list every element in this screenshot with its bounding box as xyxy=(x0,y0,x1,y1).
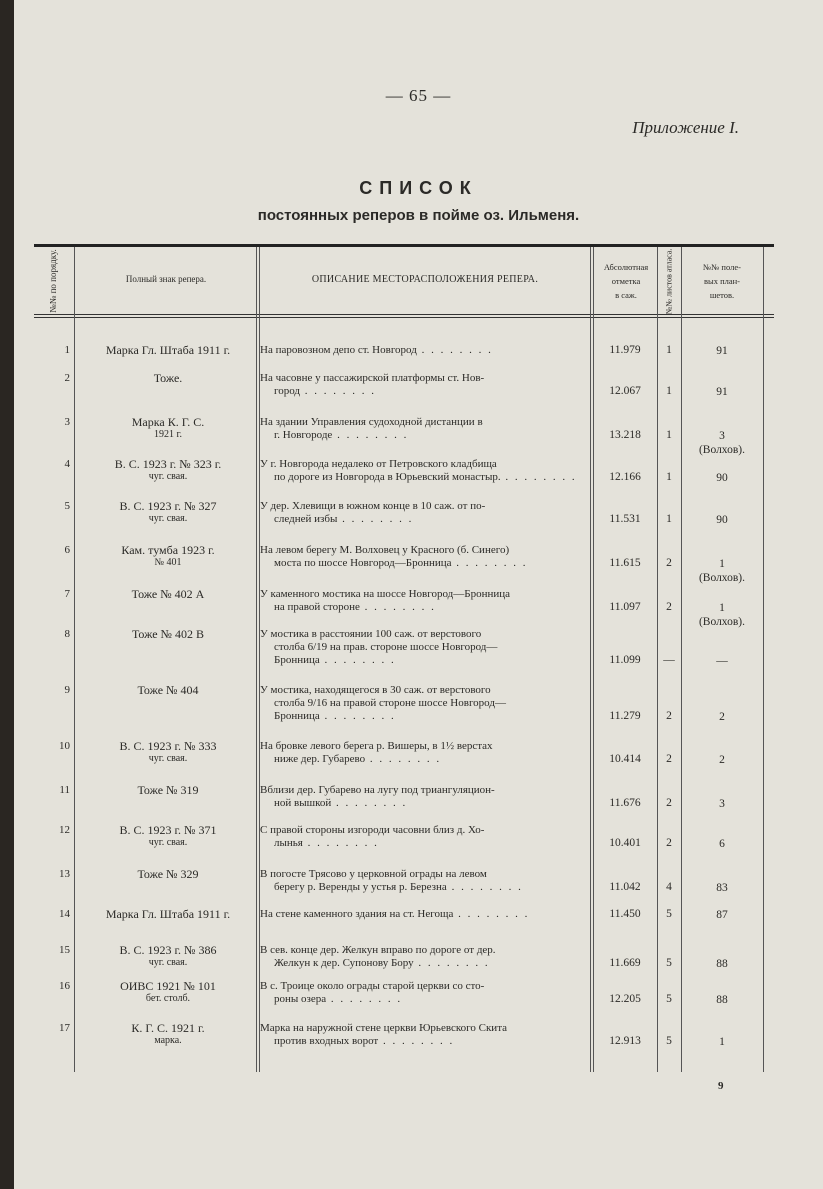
description-line: моста по шоссе Новгород—Бронница . . . . . . . . xyxy=(274,557,528,569)
benchmark-name xyxy=(80,344,256,357)
benchmark-name-line: чуг. свая. xyxy=(148,957,188,968)
benchmark-name-line: № 401 xyxy=(154,557,182,568)
location-description xyxy=(260,684,588,723)
atlas-sheet: 2 xyxy=(666,753,672,765)
field-plan-line: 1 xyxy=(719,602,725,614)
description-line: столба 9/16 на правой стороне шоссе Новгород— xyxy=(274,697,506,709)
field-plan-line: 2 xyxy=(719,711,725,723)
description-line: У мостика в расстоянии 100 саж. от верстового xyxy=(260,628,482,640)
header-rule xyxy=(34,314,774,315)
elevation-value: 11.279 xyxy=(609,710,641,722)
description-line: У мостика, находящегося в 30 саж. от верстового xyxy=(260,684,491,696)
atlas-sheet: 2 xyxy=(666,710,672,722)
atlas-sheet: 2 xyxy=(666,837,672,849)
benchmark-name xyxy=(80,416,256,441)
benchmark-name-line: марка. xyxy=(154,1035,182,1046)
field-plan xyxy=(682,654,762,668)
elevation-value: 10.401 xyxy=(609,837,641,849)
field-plan xyxy=(682,513,762,527)
row-number: 9 xyxy=(64,684,70,696)
benchmark-name-line: В. С. 1923 г. № 386 xyxy=(119,943,217,957)
location-description xyxy=(260,458,588,484)
row-number: 4 xyxy=(64,458,70,470)
elevation-value: 11.979 xyxy=(609,344,641,356)
row-number: 15 xyxy=(59,944,70,956)
description-line: На здании Управления судоходной дистанции в xyxy=(260,416,483,428)
field-plan-line: 90 xyxy=(716,472,728,484)
benchmark-name-line: чуг. свая. xyxy=(148,837,188,848)
location-description xyxy=(260,784,588,810)
benchmark-name-line: чуг. свая. xyxy=(148,471,188,482)
atlas-sheet: 1 xyxy=(666,344,672,356)
row-number: 13 xyxy=(59,868,70,880)
field-plan-line: 6 xyxy=(719,838,725,850)
field-plan-line: 88 xyxy=(716,994,728,1006)
description-line: берегу р. Веренды у устья р. Березна . . . . . . . . xyxy=(274,881,523,893)
benchmark-name xyxy=(80,458,256,483)
row-number: 12 xyxy=(59,824,70,836)
atlas-sheet: 4 xyxy=(666,881,672,893)
benchmark-name-line: Марка К. Г. С. xyxy=(131,415,205,429)
location-description xyxy=(260,908,588,921)
field-plan-line: (Волхов). xyxy=(698,616,746,628)
benchmark-name-line: бет. столб. xyxy=(145,993,191,1004)
elevation-value: 11.450 xyxy=(609,908,641,920)
benchmark-name-line: Тоже. xyxy=(153,371,183,385)
location-description xyxy=(260,944,588,970)
elevation-value: 11.099 xyxy=(609,654,641,666)
elevation-value: 11.097 xyxy=(609,601,641,613)
row-number: 14 xyxy=(59,908,70,920)
description-line: У каменного мостика на шоссе Новгород—Бронница xyxy=(260,588,511,600)
location-description xyxy=(260,416,588,442)
field-plan xyxy=(682,710,762,724)
description-line: Вблизи дер. Губарево на лугу под триангуляцион- xyxy=(260,784,495,796)
row-number: 11 xyxy=(59,784,70,796)
location-description xyxy=(260,344,588,357)
row-number: 10 xyxy=(59,740,70,752)
benchmark-name xyxy=(80,500,256,525)
field-plan xyxy=(682,557,762,585)
location-description xyxy=(260,628,588,667)
description-line: Желкун к дер. Супонову Бору . . . . . . . . xyxy=(274,957,490,969)
elevation-value: 11.042 xyxy=(609,881,641,893)
benchmark-name xyxy=(80,544,256,569)
benchmark-name xyxy=(80,944,256,969)
field-plan xyxy=(682,837,762,851)
field-plan xyxy=(682,881,762,895)
field-plan-line: 1 xyxy=(719,1036,725,1048)
benchmark-name xyxy=(80,980,256,1005)
elevation-value: 11.615 xyxy=(609,557,641,569)
benchmark-name xyxy=(80,372,256,385)
row-number: 2 xyxy=(64,372,70,384)
row-number: 7 xyxy=(64,588,70,600)
column-divider xyxy=(74,247,75,1072)
description-line: В погосте Трясово у церковной ограды на левом xyxy=(260,868,487,880)
atlas-sheet: 5 xyxy=(666,993,672,1005)
benchmark-table xyxy=(34,244,774,1072)
description-line: На стене каменного здания на ст. Негоща . . . . . . . . xyxy=(260,908,530,920)
benchmark-name xyxy=(80,740,256,765)
location-description xyxy=(260,372,588,398)
field-plan-line: 87 xyxy=(716,909,728,921)
description-line: против входных ворот . . . . . . . . xyxy=(274,1035,455,1047)
description-line: по дороге из Новгорода в Юрьевский монастыр. . . . . . . . . xyxy=(274,471,577,483)
header-atlas-sheets: №№ листов атласа. xyxy=(664,248,674,314)
atlas-sheet: 5 xyxy=(666,957,672,969)
location-description xyxy=(260,740,588,766)
field-plan xyxy=(682,908,762,922)
location-description xyxy=(260,500,588,526)
header-name: Полный знак репера. xyxy=(125,274,207,284)
benchmark-name-line: В. С. 1923 г. № 323 г. xyxy=(114,457,222,471)
location-description xyxy=(260,544,588,570)
field-plan-line: 2 xyxy=(719,754,725,766)
benchmark-name xyxy=(80,1022,256,1047)
atlas-sheet: 1 xyxy=(666,385,672,397)
field-plan xyxy=(682,601,762,629)
document-page xyxy=(14,0,823,1189)
field-plan xyxy=(682,753,762,767)
location-description xyxy=(260,1022,588,1048)
field-plan-line: 88 xyxy=(716,958,728,970)
location-description xyxy=(260,980,588,1006)
field-plan xyxy=(682,385,762,399)
header-description: ОПИСАНИЕ МЕСТОРАСПОЛОЖЕНИЯ РЕПЕРА. xyxy=(311,274,539,285)
description-line: город . . . . . . . . xyxy=(274,385,377,397)
row-number: 6 xyxy=(64,544,70,556)
description-line: Марка на наружной стене церкви Юрьевского Скита xyxy=(260,1022,508,1034)
document-title: СПИСОК xyxy=(359,178,478,198)
benchmark-name-line: Тоже № 404 xyxy=(137,683,199,697)
benchmark-name-line: Тоже № 402 А xyxy=(131,587,205,601)
page-number: — 65 — xyxy=(385,86,452,105)
benchmark-name-line: 1921 г. xyxy=(154,429,182,440)
description-line: Бронница . . . . . . . . xyxy=(274,710,396,722)
row-number: 17 xyxy=(59,1022,70,1034)
description-line: С правой стороны изгороди часовни близ д. Хо- xyxy=(260,824,485,836)
benchmark-name xyxy=(80,684,256,697)
field-plan xyxy=(682,344,762,358)
header-num: №№ по порядку. xyxy=(48,249,58,313)
field-plan-line: (Волхов). xyxy=(698,444,746,456)
location-description xyxy=(260,868,588,894)
field-plan-line: 83 xyxy=(716,882,728,894)
benchmark-name xyxy=(80,784,256,797)
benchmark-name-line: Тоже № 319 xyxy=(137,783,199,797)
elevation-value: 11.531 xyxy=(609,513,641,525)
field-plan-line: 91 xyxy=(716,386,728,398)
header-rule xyxy=(34,317,774,318)
description-line: лынья . . . . . . . . xyxy=(274,837,379,849)
benchmark-name xyxy=(80,588,256,601)
description-line: ной вышкой . . . . . . . . xyxy=(274,797,408,809)
elevation-value: 10.414 xyxy=(609,753,641,765)
field-plan xyxy=(682,429,762,457)
benchmark-name xyxy=(80,824,256,849)
atlas-sheet: 1 xyxy=(666,471,672,483)
appendix-label: Приложение I. xyxy=(632,118,739,137)
benchmark-name-line: Тоже № 402 В xyxy=(131,627,205,641)
table-top-rule xyxy=(34,244,774,247)
description-line: следней избы . . . . . . . . xyxy=(274,513,414,525)
description-line: Бронница . . . . . . . . xyxy=(274,654,396,666)
benchmark-name-line: Марка Гл. Штаба 1911 г. xyxy=(105,907,231,921)
field-plan-line: 1 xyxy=(719,558,725,570)
header-field-plans: №№ поле- вых план- шетов. xyxy=(703,262,741,300)
atlas-sheet: 2 xyxy=(666,557,672,569)
benchmark-name-line: чуг. свая. xyxy=(148,513,188,524)
field-plan xyxy=(682,957,762,971)
field-plan-line: 3 xyxy=(719,430,725,442)
field-plan xyxy=(682,1035,762,1049)
atlas-sheet: 2 xyxy=(666,797,672,809)
field-plan xyxy=(682,471,762,485)
field-plan-line: 90 xyxy=(716,514,728,526)
benchmark-name-line: Марка Гл. Штаба 1911 г. xyxy=(105,343,231,357)
description-line: В сев. конце дер. Желкун вправо по дороге от дер. xyxy=(260,944,496,956)
field-plan-line: (Волхов). xyxy=(698,572,746,584)
description-line: На левом берегу М. Волховец у Красного (б. Синего) xyxy=(260,544,510,556)
description-line: На часовне у пассажирской платформы ст. Нов- xyxy=(260,372,485,384)
description-line: роны озера . . . . . . . . xyxy=(274,993,403,1005)
benchmark-name xyxy=(80,868,256,881)
location-description xyxy=(260,588,588,614)
row-number: 5 xyxy=(64,500,70,512)
atlas-sheet: — xyxy=(663,654,675,666)
benchmark-name-line: В. С. 1923 г. № 327 xyxy=(119,499,217,513)
elevation-value: 12.913 xyxy=(609,1035,641,1047)
description-line: У дер. Хлевищи в южном конце в 10 саж. от по- xyxy=(260,500,486,512)
elevation-value: 12.166 xyxy=(609,471,641,483)
signature-mark: 9 xyxy=(718,1080,724,1092)
elevation-value: 12.205 xyxy=(609,993,641,1005)
benchmark-name-line: ОИВС 1921 № 101 xyxy=(120,979,216,993)
elevation-value: 13.218 xyxy=(609,429,641,441)
benchmark-name-line: Тоже № 329 xyxy=(137,867,199,881)
atlas-sheet: 5 xyxy=(666,908,672,920)
atlas-sheet: 2 xyxy=(666,601,672,613)
header-elevation: Абсолютная отметка в саж. xyxy=(603,262,649,300)
atlas-sheet: 1 xyxy=(666,429,672,441)
description-line: столба 6/19 на прав. стороне шоссе Новгород— xyxy=(274,641,498,653)
benchmark-name-line: В. С. 1923 г. № 371 xyxy=(119,823,217,837)
description-line: На бровке левого берега р. Вишеры, в 1½ верстах xyxy=(260,740,493,752)
benchmark-name-line: К. Г. С. 1921 г. xyxy=(131,1021,205,1035)
elevation-value: 12.067 xyxy=(609,385,641,397)
column-divider xyxy=(763,247,764,1072)
field-plan-line: 3 xyxy=(719,798,725,810)
description-line: на правой стороне . . . . . . . . xyxy=(274,601,436,613)
row-number: 16 xyxy=(59,980,70,992)
description-line: ниже дер. Губарево . . . . . . . . xyxy=(274,753,442,765)
description-line: В с. Троице около ограды старой церкви со сто- xyxy=(260,980,485,992)
field-plan-line: 91 xyxy=(716,345,728,357)
description-line: На паровозном депо ст. Новгород . . . . . . . . xyxy=(260,344,493,356)
benchmark-name-line: Кам. тумба 1923 г. xyxy=(121,543,215,557)
location-description xyxy=(260,824,588,850)
row-number: 3 xyxy=(64,416,70,428)
elevation-value: 11.676 xyxy=(609,797,641,809)
benchmark-name xyxy=(80,908,256,921)
document-subtitle: постоянных реперов в пойме оз. Ильменя. xyxy=(257,207,580,224)
elevation-value: 11.669 xyxy=(609,957,641,969)
row-number: 8 xyxy=(64,628,70,640)
field-plan xyxy=(682,797,762,811)
field-plan-line: — xyxy=(716,655,728,667)
description-line: У г. Новгорода недалеко от Петровского кладбища xyxy=(260,458,497,470)
atlas-sheet: 1 xyxy=(666,513,672,525)
atlas-sheet: 5 xyxy=(666,1035,672,1047)
benchmark-name xyxy=(80,628,256,641)
description-line: г. Новгороде . . . . . . . . xyxy=(274,429,409,441)
field-plan xyxy=(682,993,762,1007)
row-number: 1 xyxy=(64,344,70,356)
benchmark-name-line: чуг. свая. xyxy=(148,753,188,764)
benchmark-name-line: В. С. 1923 г. № 333 xyxy=(119,739,217,753)
